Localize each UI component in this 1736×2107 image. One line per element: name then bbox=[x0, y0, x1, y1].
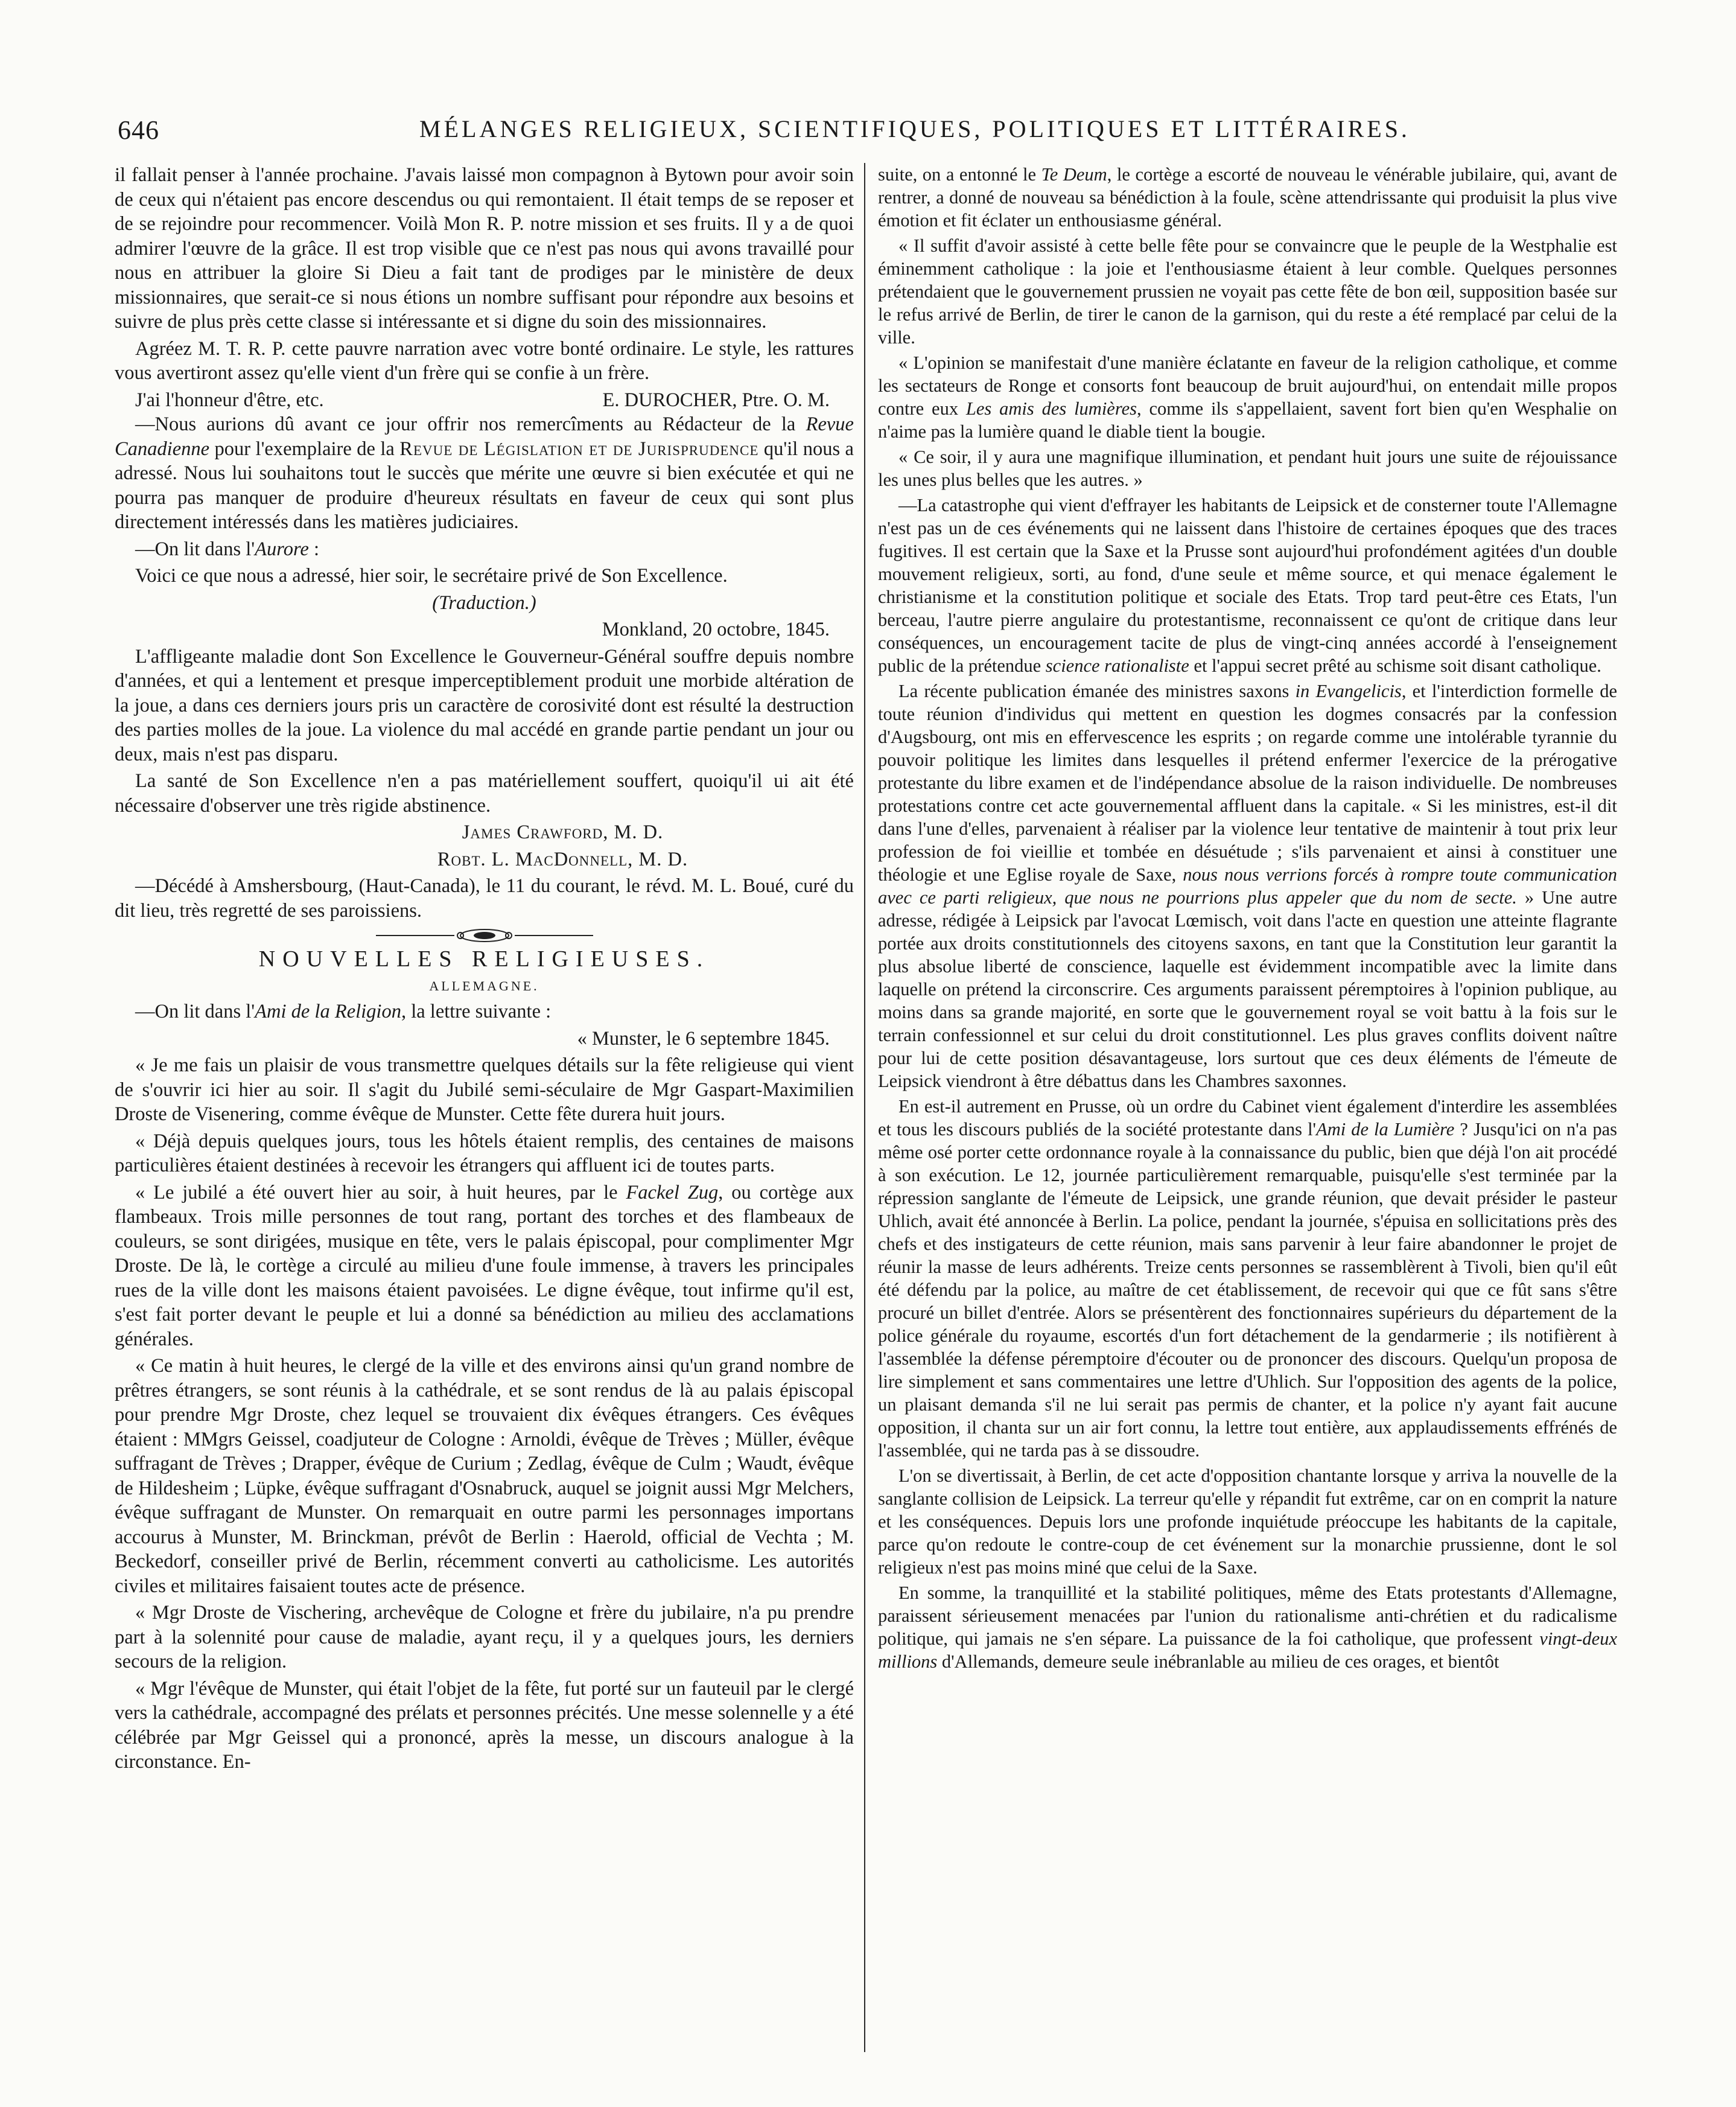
signature-macdonnell: Robt. L. MacDonnell, M. D. bbox=[437, 848, 688, 870]
health-paragraph: La santé de Son Excellence n'en a pas matériellement souffert, quoiqu'il ui ait été nécessaire d'observer une très rigide abstinence. bbox=[115, 770, 854, 817]
prussia-paragraph: En est-il autrement en Prusse, où un ordre du Cabinet vient également d'interdire les assemblées et tous les discours publiés de la société protestante dans l'Ami de la Lumière ? Jusqu'ici on n'a pas même osé porter cette ordonnance royale à la connaissance du public, bien que déjà l'on ait procédé à son exécution. Le 12, journée particulièrement remarquable, puisqu'elle s'est terminée par la répression sanglante de l'émeute de Leipsick, une grande réunion, que devait présider le pasteur Uhlich, avait été annoncée à Berlin. La police, pendant la journée, s'épuisa en sollicitations près des chefs et des instigateurs de cette réunion, mais sans parvenir à leur faire abandonner le projet de réunir la masse de leurs adhérents. Treize cents personnes se rassemblèrent à Tivoli, bien qu'il eût été défendu par la police, au maître de cet établissement, de recevoir qui que ce fût sans s'être procuré un billet d'entrée. Alors se présentèrent des fonctionnaires supérieurs du département de la police générale du royaume, escortés d'un fort détachement de la gendarmerie ; ils notifièrent à l'assemblée la défense péremptoire d'écouter ou de prononcer des discours. Quelqu'un proposa de lire simplement et sans commentaires une lettre d'Uhlich. Sur l'opposition des agents de la police, un plaisant demanda s'il ne lui serait pas permis de chanter, et la police n'y ayant fait aucune opposition, il chanta sur un air fort connu, la lettre tout entière, aux applaudissements effrénés de l'assemblée, qui ne tarda pas à se dissoudre. bbox=[878, 1096, 1617, 1461]
closing-paragraph: Agréez M. T. R. P. cette pauvre narration avec votre bonté ordinaire. Le style, les rattures vous avertiront assez qu'elle vient d'un frère qui se confie à un frère. bbox=[115, 337, 854, 384]
left-column bbox=[115, 163, 854, 2058]
dateline-munster: « Munster, le 6 septembre 1845. bbox=[577, 1027, 830, 1050]
signature-durocher: E. DUROCHER, Ptre. O. M. bbox=[602, 389, 830, 411]
translation-note: (Traduction.) bbox=[432, 591, 536, 614]
page-number: 646 bbox=[118, 115, 159, 145]
thanks-paragraph: —Nous aurions dû avant ce jour offrir nos remercîments au Rédacteur de la Revue Canadienne pour l'exemplaire de la Revue de Législation et de Jurisprudence qu'il nous a adressé. Nous lui souhaitons tout le succès que mérite une œuvre si bien exécutée et qui ne pourra pas manquer de produire d'heureux résultats en faveur de ceux qui sont plus directement intéressés dans les matières judiciaires. bbox=[115, 413, 854, 533]
page-header bbox=[106, 115, 1650, 157]
obituary-paragraph: —Décédé à Amshersbourg, (Haut-Canada), le 11 du courant, le révd. M. L. Boué, curé du dit lieu, très regretté de ses paroissiens. bbox=[115, 875, 854, 922]
signature-line bbox=[115, 388, 854, 413]
berlin-paragraph: L'on se divertissait, à Berlin, de cet acte d'opposition chantante lorsque y arriva la nouvelle de la sanglante collision de Leipsick. La terreur qu'elle y répandit fut extrême, car on en comprit la nature et les conséquences. Depuis lors une profonde inquiétude préoccupe les habitants de la capitale, parce qu'on redoute le contre-coup de cet événement sur la monarchie prussienne, dont le sol religieux n'est pas moins miné que celui de la Saxe. bbox=[878, 1465, 1617, 1578]
clergy-paragraph: « Ce matin à huit heures, le clergé de la ville et des environs ainsi qu'un grand nombre de prêtres étrangers, se sont réunis à la cathédrale, et se sont rendus de là au palais épiscopal pour prendre Mgr Droste, chez lequel se trouvaient dix évêques étrangers. Ces évêques étaient : MMgrs Geissel, coadjuteur de Cologne : Arnoldi, évêque de Trèves ; Müller, évêque suffragant de Trèves ; Drapper, évêque de Curium ; Zedlag, évêque de Culm ; Waudt, évêque de Hildesheim ; Lüpke, évêque suffragant d'Osnabruck, auquel se joignit aussi Mgr Melchers, évêque suffragant de Munster. On remarquait en outre parmi les personnages importans accourus à Munster, M. Brinckman, prévôt de Berlin : Haerold, official de Vechta ; M. Beckedorf, conseiller privé de Berlin, récemment converti au catholicisme. Les autorités civiles et militaires faisaient toutes acte de présence. bbox=[115, 1355, 854, 1597]
column-rule bbox=[864, 163, 865, 2052]
aurore-intro: —On lit dans l'Aurore : bbox=[135, 538, 319, 560]
procession-paragraph: « Le jubilé a été ouvert hier au soir, à huit heures, par le Fackel Zug, ou cortège aux flambeaux. Trois mille personnes de tout rang, portant des torches et des flambeaux de couleurs, se sont dirigées, musique en tête, vers le palais épiscopal, pour complimenter Mgr Droste. De là, le cortège a circulé au milieu d'une foule immense, à travers les principales rues de la ville dont les maisons étaient pavoisées. Le digne évêque, tout infirme qu'il est, s'est fait porter devant le peuple et lui a donné sa bénédiction au milieu des acclamations générales. bbox=[115, 1181, 854, 1350]
opinion-paragraph: « L'opinion se manifestait d'une manière éclatante en faveur de la religion catholique, et comme les sectateurs de Ronge et consorts font beaucoup de bruit aujourd'hui, on entendait mille propos contre eux Les amis des lumières, comme ils s'appellaient, savent fort bien qu'en Wesphalie on n'aime pas la lumière quand le diable tient la bougie. bbox=[878, 352, 1617, 442]
saxon-ministers-paragraph: La récente publication émanée des ministres saxons in Evangelicis, et l'interdiction formelle de toute réunion d'individus qui mettent en question les dogmes consacrés par la confession d'Augsbourg, ont mis en effervescence les esprits ; on regarde comme une intolérable tyrannie du pouvoir politique les limites dans lesquelles il prétend enfermer l'exercice de la prérogative protestante du libre examen et de l'indépendance absolue de la raison individuelle. De nombreuses protestations contre cet acte gouvernemental affluent dans la capitale. « Si les ministres, est-il dit dans l'une d'elles, parvenaient à réaliser par la violence leur tentative de maintenir à tout prix leur profession de foi vieillie et tombée en désuétude ; s'ils parvenaient et ainsi à constituer une théologie et une Eglise royale de Saxe, nous nous verrions forcés à rompre toute communication avec ce parti religieux, que nous ne pourrions plus appeler que du nom de secte. » Une autre adresse, rédigée à Leipsick par l'avocat Lœmisch, voit dans l'acte en question une atteinte flagrante portée aux droits constitutionnels des citoyens saxons, en tant que la Constitution leur garantit la plus absolue liberté de conscience, laquelle est évidemment incompatible avec la limite dans laquelle on prétend la circonscrire. Ces arguments paraissent péremptoires à l'opinion publique, au moins dans sa grande majorité, en sorte que le gouvernement royal se voit battu à la fois sur le terrain confessionnel et sur celui du droit constitutionnel. Les plus graves conflits doivent naître pour lui de cette position désavantageuse, lors surtout que ces deux éléments de l'émeute de Leipsick viendront à être débattus dans les Chambres saxonnes. bbox=[878, 681, 1617, 1091]
illumination-paragraph: « Ce soir, il y aura une magnifique illumination, et pendant huit jours une suite de réjouissance les unes plus belles que les autres. » bbox=[878, 447, 1617, 490]
mass-paragraph: « Mgr l'évêque de Munster, qui était l'objet de la fête, fut porté sur un fauteuil par le clergé vers la cathédrale, accompagné des prélats et personnes précités. Une messe solennelle y a été célébrée par Mgr Geissel qui a prononcé, après la messe, un discours analogue à la circonstance. En- bbox=[115, 1677, 854, 1773]
signature-crawford: James Crawford, M. D. bbox=[462, 821, 664, 843]
summary-paragraph: En somme, la tranquillité et la stabilité politiques, même des Etats protestants d'Allemagne, paraissent sérieusement menacées par l'union du rationalisme anti-chrétien et du radicalisme politique, qui jamais ne s'en sépare. La puissance de la foi catholique, que professent vingt-deux millions d'Allemands, demeure seule inébranlable au milieu de ces orages, et bientôt bbox=[878, 1583, 1617, 1672]
leipsick-paragraph: —La catastrophe qui vient d'effrayer les habitants de Leipsick et de consterner toute l'Allemagne n'est pas un de ces événements qui ne laissent dans l'histoire de certaines époques que des traces fugitives. Il est certain que la Saxe et la Prusse sont aujourd'hui profondément agitées d'un double mouvement religieux, sorti, au fond, d'une seule et même source, et qui menace également le christianisme et la constitution politique et sociale des Etats. Trop tard peut-être ces Etats, l'un berceau, l'autre pierre angulaire du protestantisme, reconnaissent ce qu'ont de critique dans leur conséquences, un encouragement tacite de plus de vingt-cinq années accordé à l'enseignement public de la prétendue science rationaliste et l'appui secret prêté au schisme soit disant catholique. bbox=[878, 495, 1617, 676]
section-subtitle: ALLEMAGNE. bbox=[429, 978, 539, 993]
te-deum-paragraph: suite, on a entonné le Te Deum, le cortège a escorté de nouveau le vénérable jubilaire, qui, avant de rentrer, a donné de nouveau sa bénédiction à la foule, scène attendrissante qui produisit la plus vive émotion et fit éclater un enthousiasme général. bbox=[878, 164, 1617, 231]
hotels-paragraph: « Déjà depuis quelques jours, tous les hôtels étaient remplis, des centaines de maisons particulières étaient destinées à recevoir les étrangers qui affluent ici de toutes parts. bbox=[115, 1130, 854, 1176]
ornament-divider bbox=[370, 928, 599, 943]
salutation: J'ai l'honneur d'être, etc. bbox=[135, 389, 324, 411]
mission-letter-ending: il fallait penser à l'année prochaine. J'avais laissé mon compagnon à Bytown pour avoir soin de ceux qui n'étaient pas encore descendus ou qui remontaient. Il était temps de se reposer et de se rejoindre pour recommencer. Voilà Mon R. P. notre mission et ses fruits. Il y a de quoi admirer l'œuvre de la grâce. Il est trop visible que ce n'est pas nous qui avons travaillé pour nous en attribuer la gloire Si Dieu a fait tant de prodiges par le ministère de deux missionnaires, que serait-ce si nous étions un nombre suffisant pour répondre aux besoins et suivre de plus près cette classe si intéressante et si digne du soin des missionnaires. bbox=[115, 164, 854, 333]
right-column bbox=[878, 163, 1617, 2058]
archbishop-paragraph: « Mgr Droste de Vischering, archevêque de Cologne et frère du jubilaire, n'a pu prendre part à la solennité pour cause de maladie, ayant reçu, il y a quelques jours, les derniers secours de la religion. bbox=[115, 1602, 854, 1672]
jubilee-paragraph: « Je me fais un plaisir de vous transmettre quelques détails sur la fête religieuse qui vient de s'ouvrir ici hier au soir. Il s'agit du Jubilé semi-séculaire de Mgr Gaspart-Maximilien Droste de Visenering, comme évêque de Munster. Cette fête durera huit jours. bbox=[115, 1054, 854, 1125]
section-title: NOUVELLES RELIGIEUSES. bbox=[258, 946, 710, 972]
secretary-intro: Voici ce que nous a adressé, hier soir, le secrétaire privé de Son Excellence. bbox=[135, 565, 728, 587]
illness-paragraph: L'affligeante maladie dont Son Excellence le Gouverneur-Général souffre depuis nombre d'années, et qui a lentement et presque imperceptiblement produit une morbide altération de la joue, a dans ces derniers jours pris un caractère de corosivité dont est résulté la destruction des parties molles de la joue. La violence du mal accédé en grande partie pendant un jour ou deux, mais n'est pas disparu. bbox=[115, 645, 854, 765]
running-title: MÉLANGES RELIGIEUX, SCIENTIFIQUES, POLITIQUES ET LITTÉRAIRES. bbox=[419, 115, 1410, 142]
dateline-monkland: Monkland, 20 octobre, 1845. bbox=[602, 619, 830, 640]
ami-intro: —On lit dans l'Ami de la Religion, la lettre suivante : bbox=[135, 1001, 552, 1022]
westphalia-paragraph: « Il suffit d'avoir assisté à cette belle fête pour se convaincre que le peuple de la Westphalie est éminemment catholique : la joie et l'enthousiasme étaient à leur comble. Quelques personnes prétendaient que le gouvernement prussien ne voyait pas cette fête de bon œil, supposition basée sur le refus arrivé de Berlin, de tirer le canon de la garnison, qui du reste a été remplacé par celui de la ville. bbox=[878, 235, 1617, 348]
